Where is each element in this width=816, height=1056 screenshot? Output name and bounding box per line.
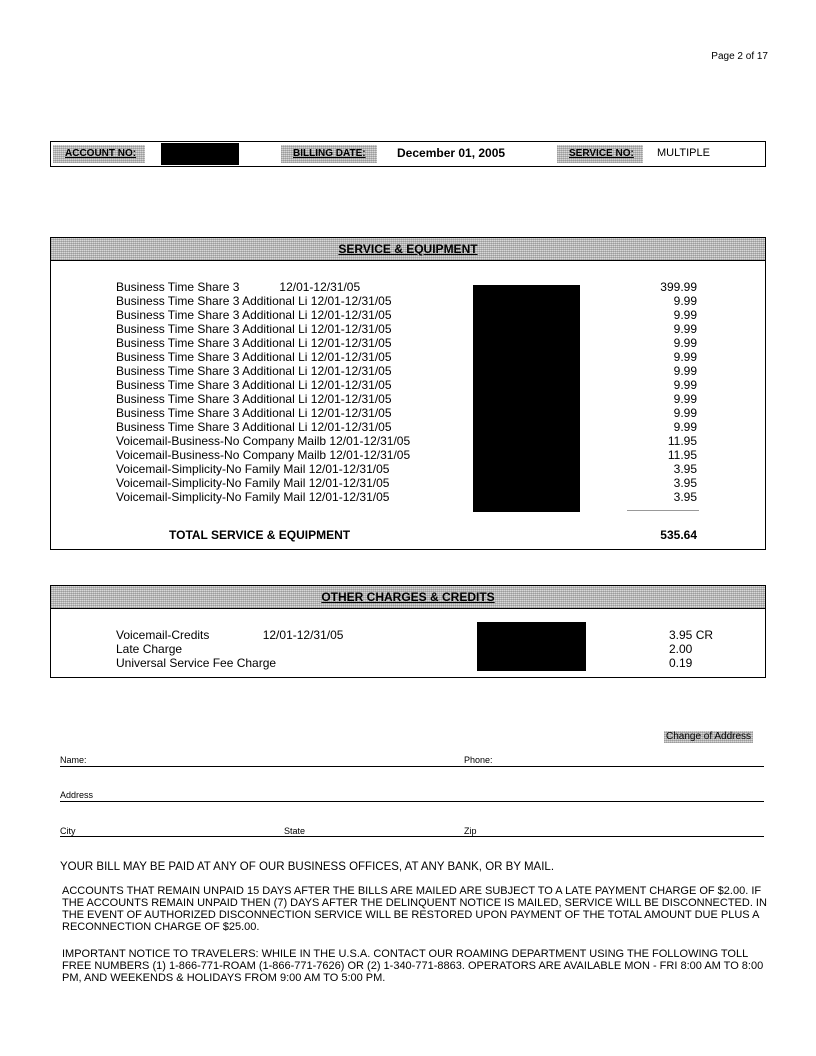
- phone-label: Phone:: [464, 755, 493, 765]
- address-label: Address: [60, 790, 94, 800]
- line-item-amount: 9.99: [673, 364, 697, 378]
- billing-date-value: December 01, 2005: [397, 146, 506, 160]
- line-item-description: Late Charge: [116, 642, 183, 656]
- line-item-amount: 9.99: [673, 350, 697, 364]
- city-state-zip-field[interactable]: [60, 836, 764, 837]
- name-label: Name:: [60, 755, 87, 765]
- other-charges-title: OTHER CHARGES & CREDITS: [51, 586, 765, 609]
- account-no-label: ACCOUNT NO:: [53, 145, 145, 163]
- service-equipment-title: SERVICE & EQUIPMENT: [51, 238, 765, 261]
- travelers-notice: IMPORTANT NOTICE TO TRAVELERS: WHILE IN THE U.S.A. CONTACT OUR ROAMING DEPARTMENT USING THE FOLLOWING TOLL FREE NUMBERS (1) 1-866-771-ROAM (1-866-771-7626) OR (2) 1-340-771-8863. OPERATORS ARE AVAILABLE MON - FRI 8:00 AM TO 8:00 PM, AND WEEKENDS & HOLIDAYS FROM 9:00 AM TO 5:00 PM.: [62, 948, 764, 984]
- line-item-amount: 9.99: [673, 392, 697, 406]
- line-item-description: Voicemail-Simplicity-No Family Mail 12/01-12/31/05: [116, 476, 390, 490]
- line-item-amount: 9.99: [673, 378, 697, 392]
- line-item-description: Business Time Share 3 Additional Li 12/01-12/31/05: [116, 322, 392, 336]
- address-field[interactable]: [60, 801, 764, 802]
- state-label: State: [284, 826, 306, 836]
- billing-date-label: BILLING DATE:: [281, 145, 377, 163]
- line-item-description: Voicemail-Credits 12/01-12/31/05: [116, 628, 344, 642]
- line-item-amount: 0.19: [669, 656, 693, 670]
- line-item-description: Universal Service Fee Charge: [116, 656, 277, 670]
- line-item-description: Business Time Share 3 Additional Li 12/01-12/31/05: [116, 392, 392, 406]
- line-item-amount: 3.95: [673, 462, 697, 476]
- line-item-description: Voicemail-Simplicity-No Family Mail 12/01-12/31/05: [116, 490, 390, 504]
- line-item-amount: 3.95: [673, 476, 697, 490]
- line-item-amount: 9.99: [673, 294, 697, 308]
- service-no-label: SERVICE NO:: [557, 145, 643, 163]
- line-item-amount: 3.95 CR: [669, 628, 714, 642]
- line-item-description: Voicemail-Simplicity-No Family Mail 12/01-12/31/05: [116, 462, 390, 476]
- line-item-amount: 9.99: [673, 406, 697, 420]
- line-item-description: Business Time Share 3 Additional Li 12/01-12/31/05: [116, 378, 392, 392]
- account-header: [50, 141, 766, 167]
- line-item-amount: 3.95: [673, 490, 697, 504]
- city-label: City: [60, 826, 76, 836]
- payment-notice: YOUR BILL MAY BE PAID AT ANY OF OUR BUSINESS OFFICES, AT ANY BANK, OR BY MAIL.: [60, 861, 555, 873]
- line-item-description: Voicemail-Business-No Company Mailb 12/01-12/31/05: [116, 434, 411, 448]
- page-number: Page 2 of 17: [711, 51, 768, 62]
- line-item-amount: 2.00: [669, 642, 693, 656]
- other-charges-section: [50, 585, 766, 678]
- line-item-amount: 9.99: [673, 322, 697, 336]
- total-label: TOTAL SERVICE & EQUIPMENT: [169, 528, 351, 542]
- line-item-description: Business Time Share 3 Additional Li 12/01-12/31/05: [116, 364, 392, 378]
- line-item-description: Business Time Share 3 12/01-12/31/05: [116, 280, 361, 294]
- line-item-amount: 9.99: [673, 336, 697, 350]
- line-item-description: Business Time Share 3 Additional Li 12/01-12/31/05: [116, 294, 392, 308]
- total-amount: 535.64: [660, 528, 697, 542]
- line-item-amount: 11.95: [667, 434, 697, 448]
- other-redacted-block: [477, 622, 586, 671]
- service-no-value: MULTIPLE: [657, 147, 710, 159]
- line-item-amount: 9.99: [673, 420, 697, 434]
- line-item-description: Business Time Share 3 Additional Li 12/01-12/31/05: [116, 350, 392, 364]
- line-item-description: Business Time Share 3 Additional Li 12/01-12/31/05: [116, 308, 392, 322]
- change-of-address-button[interactable]: Change of Address: [666, 731, 752, 742]
- line-item-description: Business Time Share 3 Additional Li 12/01-12/31/05: [116, 420, 392, 434]
- line-item-description: Business Time Share 3 Additional Li 12/01-12/31/05: [116, 406, 392, 420]
- zip-label: Zip: [464, 826, 477, 836]
- line-item-amount: 11.95: [667, 448, 697, 462]
- service-equipment-section: [50, 237, 766, 550]
- total-divider: [627, 510, 699, 511]
- line-item-description: Business Time Share 3 Additional Li 12/01-12/31/05: [116, 336, 392, 350]
- late-payment-notice: ACCOUNTS THAT REMAIN UNPAID 15 DAYS AFTER THE BILLS ARE MAILED ARE SUBJECT TO A LATE PAYMENT CHARGE OF $2.00. IF THE ACCOUNTS REMAIN UNPAID THEN (7) DAYS AFTER THE DELINQUENT NOTICE IS MAILED, SERVICE WILL BE DISCONNECTED. IN THE EVENT OF AUTHORIZED DISCONNECTION SERVICE WILL BE RESTORED UPON PAYMENT OF THE TOTAL AMOUNT DUE PLUS A RECONNECTION CHARGE OF $25.00.: [62, 885, 767, 933]
- name-phone-field[interactable]: [60, 766, 764, 767]
- line-item-amount: 9.99: [673, 308, 697, 322]
- service-redacted-block: [473, 285, 580, 512]
- line-item-description: Voicemail-Business-No Company Mailb 12/01-12/31/05: [116, 448, 411, 462]
- account-no-redacted: [161, 143, 239, 165]
- line-item-amount: 399.99: [660, 280, 697, 294]
